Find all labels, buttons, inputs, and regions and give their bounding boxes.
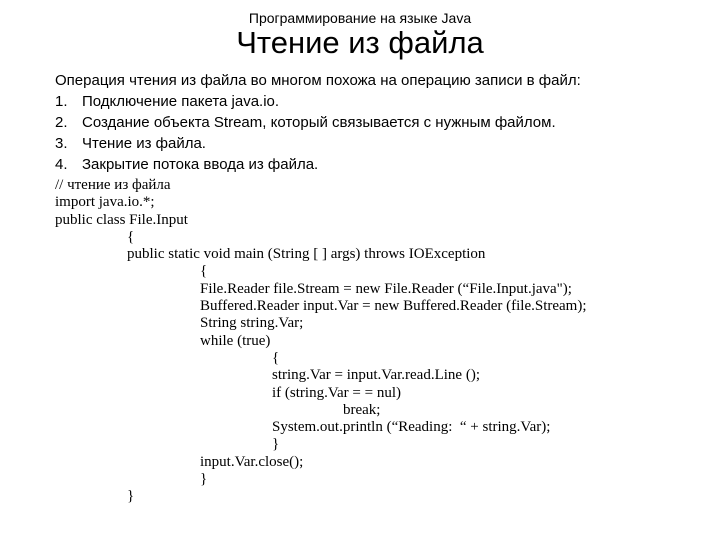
code-line: break; xyxy=(343,401,381,418)
step-text: Закрытие потока ввода из файла. xyxy=(82,156,319,173)
slide-title: Чтение из файла xyxy=(236,25,484,60)
code-line: { xyxy=(127,228,135,245)
code-line: File.Reader file.Stream = new File.Reader (“File.Input.java"); xyxy=(200,280,572,297)
intro-block xyxy=(55,70,695,175)
code-line: System.out.println (“Reading: “ + string.Var); xyxy=(272,419,551,436)
code-line: input.Var.close(); xyxy=(200,453,304,470)
code-line: } xyxy=(200,471,208,488)
list-item xyxy=(55,112,695,133)
code-line: if (string.Var = = nul) xyxy=(272,384,401,401)
step-number: 3. xyxy=(55,135,68,152)
code-line: // чтение из файла xyxy=(55,177,171,193)
step-number: 1. xyxy=(55,93,68,110)
step-number: 2. xyxy=(55,114,68,131)
step-number: 4. xyxy=(55,156,68,173)
step-text: Чтение из файла. xyxy=(82,135,206,152)
code-line: { xyxy=(200,263,208,280)
intro-text: Операция чтения из файла во многом похожа на операцию записи в файл: xyxy=(55,72,581,89)
code-line: import java.io.*; xyxy=(55,194,155,211)
course-subtitle: Программирование на языке Java xyxy=(248,10,472,26)
code-line: public static void main (String [ ] args) throws IOException xyxy=(127,246,486,263)
list-item xyxy=(55,154,695,175)
code-listing xyxy=(55,177,695,506)
code-line: String string.Var; xyxy=(200,315,304,332)
list-item xyxy=(55,91,695,112)
code-line: } xyxy=(127,488,135,505)
code-line: while (true) xyxy=(200,332,271,349)
steps-list xyxy=(55,91,695,175)
code-line: Buffered.Reader input.Var = new Buffered.Reader (file.Stream); xyxy=(200,298,587,315)
code-line: string.Var = input.Var.read.Line (); xyxy=(272,367,480,384)
list-item xyxy=(55,133,695,154)
step-text: Создание объекта Stream, который связывается с нужным файлом. xyxy=(82,114,556,131)
code-line: public class File.Input xyxy=(55,211,188,228)
step-text: Подключение пакета java.io. xyxy=(82,93,280,110)
code-line: { xyxy=(272,349,280,366)
code-line: } xyxy=(272,436,280,453)
